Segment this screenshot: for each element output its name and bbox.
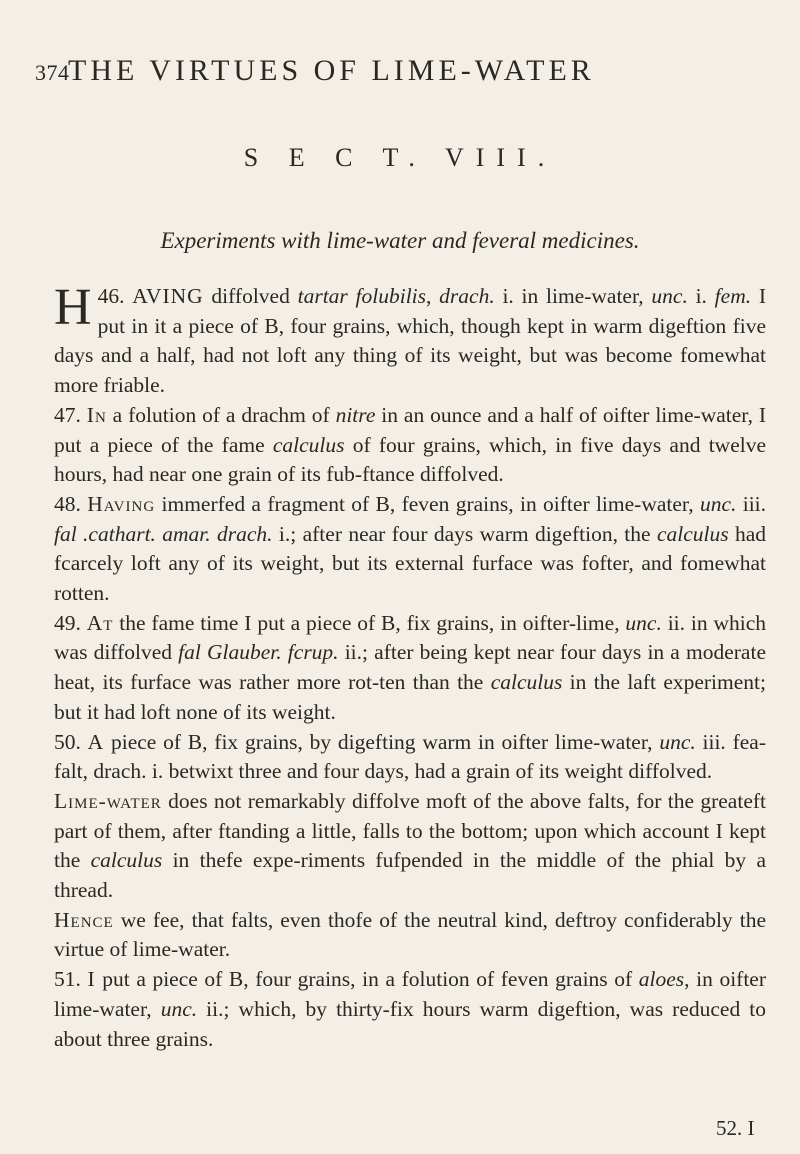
- italic-term: aloes: [638, 967, 685, 992]
- italic-term: calculus: [90, 848, 163, 873]
- italic-term: calculus: [490, 670, 563, 695]
- paragraph: [54, 401, 766, 490]
- text-run: iii. fea-falt, drach. i. betwixt three and four days, had a grain of its weight diffolved.: [54, 729, 766, 784]
- lead-in-caps: I: [87, 967, 96, 992]
- running-title: THE VIRTUES OF LIME-WATER: [68, 54, 595, 87]
- lead-in-caps: Having: [87, 491, 156, 516]
- italic-term: drach.: [439, 284, 495, 308]
- italic-term: calculus: [272, 432, 345, 457]
- text-run: in the laft experiment; but it had loft none of its weight.: [54, 670, 766, 724]
- text-run: in an ounce and a half of oifter lime-water, I put a piece of the fame: [54, 402, 767, 457]
- text-run: i.: [687, 284, 715, 308]
- running-head: [0, 48, 800, 88]
- text-run: immerfed a fragment of B, feven grains, in oifter lime-water,: [155, 491, 700, 516]
- text-run: ii.; which, by thirty-fix hours warm digeftion, was reduced to about three grains.: [54, 996, 766, 1051]
- italic-term: fem.: [714, 284, 752, 308]
- catchword: 52. I: [716, 1116, 755, 1140]
- italic-term: unc.: [160, 996, 198, 1021]
- paragraph: [54, 906, 766, 965]
- paragraph: [54, 787, 766, 906]
- text-run: in thefe expe-riments fufpended in the middle of the phial by a thread.: [54, 848, 766, 903]
- text-run: put a piece of B, four grains, in a folution of feven grains of: [95, 967, 639, 992]
- text-run: ii.; after being kept near four days in a moderate heat, its furface was rather more rot-ten than the: [54, 640, 766, 695]
- text-run: i. in lime-water,: [494, 284, 652, 308]
- italic-term: unc.: [651, 284, 688, 308]
- paragraph-number: 51.: [54, 967, 88, 992]
- text-run: had fcarcely loft any of its weight, but its external furface was fofter, and fomewhat rotten.: [54, 521, 766, 606]
- page-number: 374: [35, 60, 70, 85]
- paragraph: [54, 490, 766, 609]
- drop-cap: H: [54, 279, 92, 336]
- italic-term: calculus: [656, 521, 729, 546]
- text-run: iii.: [736, 491, 767, 516]
- text-run: ii. in which was diffolved: [54, 610, 766, 665]
- italic-term: unc.: [659, 729, 696, 754]
- paragraph-number: 50.: [54, 729, 88, 754]
- text-run: ,: [426, 284, 440, 308]
- text-run: I put in it a piece of B, four grains, which, though kept in warm digeftion five days and a half, had not loft any thing of its weight, but was become fomewhat more friable.: [54, 284, 766, 398]
- text-run: of four grains, which, in five days and twelve hours, had near one grain of its fub-ftance diffolved.: [54, 432, 766, 487]
- paragraph: [54, 279, 766, 401]
- paragraph-number: 49.: [54, 610, 87, 635]
- lead-in-caps: In: [86, 402, 107, 427]
- italic-term: fal .cathart. amar. drach.: [54, 521, 273, 546]
- italic-term: nitre: [335, 402, 376, 427]
- section-subtitle: Experiments with lime-water and feveral medicines.: [160, 228, 640, 253]
- lead-in-caps: At: [86, 610, 114, 635]
- italic-term: tartar folubilis: [297, 284, 427, 308]
- body-text: [54, 279, 767, 1054]
- lead-in-caps: A: [87, 729, 105, 754]
- text-run: a folution of a drachm of: [106, 402, 336, 427]
- italic-term: unc.: [699, 491, 737, 516]
- paragraph-number: 46.: [97, 284, 133, 308]
- text-run: the fame time I put a piece of B, fix grains, in oifter-lime,: [113, 610, 626, 635]
- text-run: we fee, that falts, even thofe of the neutral kind, deftroy confiderably the virtue of lime-water.: [54, 907, 766, 962]
- italic-term: unc.: [625, 610, 662, 635]
- lead-in-caps: AVING: [132, 284, 204, 308]
- lead-in-caps: Hence: [54, 907, 114, 932]
- text-run: diffolved: [203, 284, 298, 308]
- text-run: , in oifter lime-water,: [54, 967, 767, 1021]
- paragraph: [54, 965, 766, 1054]
- paragraph-number: 48.: [54, 491, 88, 516]
- text-run: does not remarkably diffolve moft of the above falts, for the greateft part of them, after ftanding a little, falls to the bottom; upon which account I kept the: [54, 788, 766, 873]
- text-run: i.; after near four days warm digeftion, the: [272, 521, 657, 546]
- section-heading: S E C T. VIII.: [243, 143, 557, 172]
- lead-in-caps: Lime-water: [54, 788, 162, 813]
- italic-term: fal Glauber. fcrup.: [178, 640, 339, 665]
- paragraph: [54, 728, 766, 787]
- paragraph: [54, 609, 766, 728]
- paragraph-number: 47.: [54, 402, 87, 427]
- text-run: piece of B, fix grains, by digefting warm in oifter lime-water,: [104, 729, 660, 754]
